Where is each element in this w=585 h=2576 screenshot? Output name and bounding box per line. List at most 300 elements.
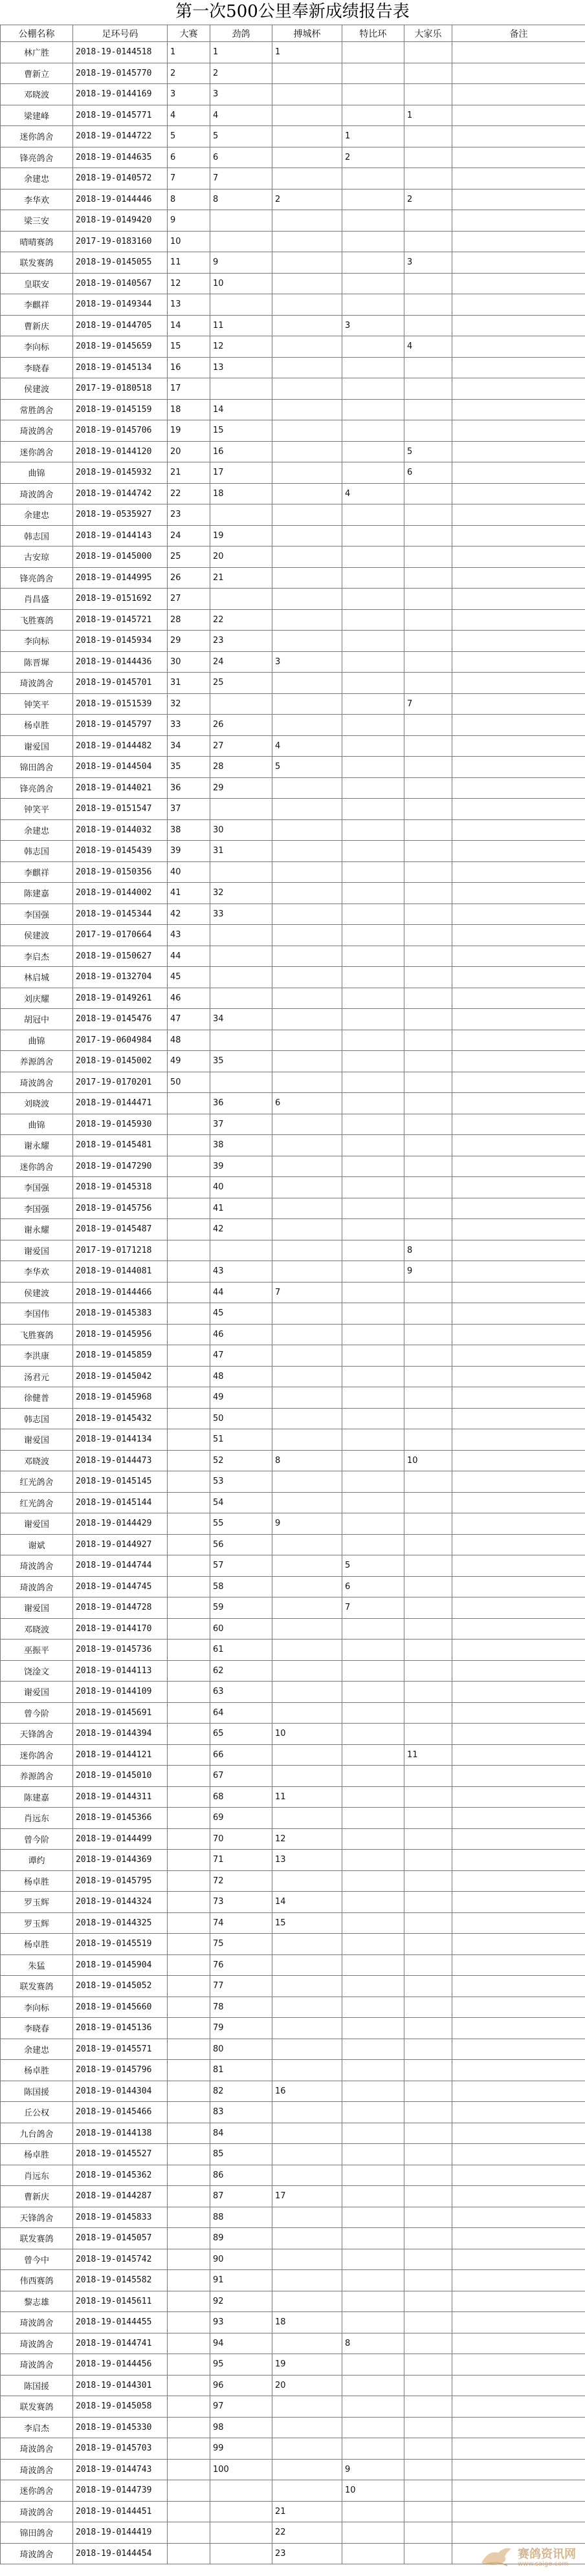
city-cup-cell <box>272 1597 342 1619</box>
grand-race-cell: 40 <box>168 861 210 883</box>
loft-name-cell: 琦波鸽舍 <box>1 2354 73 2376</box>
table-row <box>1 1808 585 1829</box>
city-cup-cell <box>272 399 342 420</box>
city-cup-cell <box>272 1219 342 1240</box>
grand-race-cell <box>168 1114 210 1135</box>
special-ring-cell <box>342 1492 404 1513</box>
strong-pigeon-cell: 74 <box>210 1912 272 1934</box>
jackpot-cell <box>404 819 452 841</box>
remarks-cell <box>452 1051 585 1072</box>
strong-pigeon-cell <box>210 2543 272 2564</box>
jackpot-cell <box>404 1912 452 1934</box>
strong-pigeon-cell: 19 <box>210 525 272 547</box>
strong-pigeon-cell <box>210 861 272 883</box>
watermark-text: 赛鸽资讯网 <box>518 2547 576 2561</box>
loft-name-cell: 锦田鸽舍 <box>1 757 73 778</box>
remarks-cell <box>452 1934 585 1955</box>
jackpot-cell <box>404 1976 452 1997</box>
grand-race-cell: 23 <box>168 504 210 526</box>
grand-race-cell <box>168 1640 210 1661</box>
special-ring-cell: 10 <box>342 2480 404 2502</box>
loft-name-cell: 韩志国 <box>1 1408 73 1429</box>
loft-name-cell: 梁三安 <box>1 210 73 232</box>
grand-race-cell <box>168 1976 210 1997</box>
loft-name-cell: 琦波鸽舍 <box>1 2543 73 2564</box>
special-ring-cell <box>342 1702 404 1724</box>
strong-pigeon-cell: 89 <box>210 2228 272 2249</box>
jackpot-cell <box>404 2480 452 2502</box>
table-row <box>1 2165 585 2186</box>
jackpot-cell <box>404 1429 452 1451</box>
remarks-cell <box>452 799 585 820</box>
grand-race-cell <box>168 2165 210 2186</box>
special-ring-cell <box>342 715 404 736</box>
remarks-cell <box>452 42 585 63</box>
remarks-cell <box>452 504 585 526</box>
table-row <box>1 1892 585 1913</box>
grand-race-cell <box>168 2207 210 2228</box>
special-ring-cell <box>342 1786 404 1808</box>
strong-pigeon-cell: 81 <box>210 2060 272 2081</box>
special-ring-cell <box>342 2186 404 2207</box>
city-cup-cell <box>272 1198 342 1219</box>
city-cup-cell <box>272 441 342 462</box>
grand-race-cell <box>168 1156 210 1177</box>
city-cup-cell <box>272 1976 342 1997</box>
remarks-cell <box>452 2186 585 2207</box>
special-ring-cell <box>342 1408 404 1429</box>
table-row <box>1 861 585 883</box>
special-ring-cell <box>342 1660 404 1682</box>
ring-number-cell: 2018-19-0145932 <box>73 462 168 484</box>
table-row <box>1 1786 585 1808</box>
city-cup-cell <box>272 336 342 358</box>
grand-race-cell <box>168 1555 210 1577</box>
loft-name-cell: 曾今阶 <box>1 1702 73 1724</box>
special-ring-cell <box>342 1303 404 1325</box>
jackpot-cell <box>404 420 452 442</box>
table-row <box>1 1640 585 1661</box>
city-cup-cell: 7 <box>272 1282 342 1303</box>
ring-number-cell: 2018-19-0145330 <box>73 2417 168 2438</box>
jackpot-cell <box>404 1870 452 1892</box>
city-cup-cell <box>272 2228 342 2249</box>
jackpot-cell: 10 <box>404 1450 452 1471</box>
grand-race-cell: 13 <box>168 294 210 316</box>
loft-name-cell: 钟笑平 <box>1 693 73 715</box>
ring-number-cell: 2018-19-0144742 <box>73 483 168 504</box>
remarks-cell <box>452 1030 585 1051</box>
loft-name-cell: 曾今阶 <box>1 1828 73 1850</box>
ring-number-cell: 2018-19-0144436 <box>73 651 168 673</box>
loft-name-cell: 琦波鸽舍 <box>1 673 73 694</box>
strong-pigeon-cell <box>210 210 272 232</box>
loft-name-cell: 琦波鸽舍 <box>1 1576 73 1597</box>
grand-race-cell: 30 <box>168 651 210 673</box>
special-ring-cell <box>342 1009 404 1030</box>
table-row <box>1 1976 585 1997</box>
grand-race-cell <box>168 2543 210 2564</box>
strong-pigeon-cell: 43 <box>210 1261 272 1283</box>
loft-name-cell: 曹新庆 <box>1 2186 73 2207</box>
strong-pigeon-cell: 51 <box>210 1429 272 1451</box>
city-cup-cell: 17 <box>272 2186 342 2207</box>
special-ring-cell <box>342 2165 404 2186</box>
table-row <box>1 1513 585 1535</box>
remarks-cell <box>452 1766 585 1787</box>
special-ring-cell <box>342 1156 404 1177</box>
jackpot-cell <box>404 2291 452 2312</box>
table-row <box>1 420 585 442</box>
special-ring-cell <box>342 2249 404 2270</box>
strong-pigeon-cell: 91 <box>210 2270 272 2291</box>
city-cup-cell <box>272 1555 342 1577</box>
remarks-cell <box>452 2081 585 2102</box>
strong-pigeon-cell: 60 <box>210 1618 272 1640</box>
ring-number-cell: 2018-19-0145659 <box>73 336 168 358</box>
city-cup-cell <box>272 105 342 126</box>
special-ring-cell <box>342 1219 404 1240</box>
loft-name-cell: 曲锦 <box>1 462 73 484</box>
grand-race-cell: 12 <box>168 273 210 294</box>
special-ring-cell <box>342 735 404 757</box>
ring-number-cell: 2018-19-0144995 <box>73 567 168 589</box>
city-cup-cell <box>272 504 342 526</box>
remarks-cell <box>452 168 585 189</box>
ring-number-cell: 2018-19-0144722 <box>73 126 168 147</box>
strong-pigeon-cell: 49 <box>210 1387 272 1409</box>
jackpot-cell <box>404 1954 452 1976</box>
grand-race-cell: 29 <box>168 631 210 652</box>
strong-pigeon-cell: 16 <box>210 441 272 462</box>
ring-number-cell: 2018-19-0140567 <box>73 273 168 294</box>
jackpot-cell <box>404 1997 452 2018</box>
table-row <box>1 2396 585 2418</box>
city-cup-cell <box>272 1387 342 1409</box>
city-cup-cell <box>272 2480 342 2502</box>
jackpot-cell <box>404 147 452 168</box>
city-cup-cell <box>272 1618 342 1640</box>
grand-race-cell: 10 <box>168 231 210 252</box>
grand-race-cell <box>168 1282 210 1303</box>
loft-name-cell: 余建忠 <box>1 2039 73 2060</box>
special-ring-cell <box>342 525 404 547</box>
remarks-cell <box>452 693 585 715</box>
table-row <box>1 105 585 126</box>
strong-pigeon-cell: 85 <box>210 2144 272 2165</box>
remarks-cell <box>452 609 585 631</box>
city-cup-cell <box>272 210 342 232</box>
jackpot-cell <box>404 547 452 568</box>
grand-race-cell <box>168 1177 210 1198</box>
loft-name-cell: 李国伟 <box>1 1303 73 1325</box>
jackpot-cell <box>404 84 452 105</box>
special-ring-cell: 5 <box>342 1555 404 1577</box>
ring-number-cell: 2018-19-0140572 <box>73 168 168 189</box>
strong-pigeon-cell: 71 <box>210 1850 272 1871</box>
strong-pigeon-cell <box>210 1240 272 1261</box>
strong-pigeon-cell: 75 <box>210 1934 272 1955</box>
ring-number-cell: 2018-19-0145660 <box>73 1997 168 2018</box>
table-row <box>1 1555 585 1577</box>
jackpot-cell <box>404 777 452 799</box>
table-row <box>1 231 585 252</box>
loft-name-cell: 陈建嘉 <box>1 883 73 904</box>
ring-number-cell: 2018-19-0144120 <box>73 441 168 462</box>
ring-number-cell: 2018-19-0144138 <box>73 2123 168 2144</box>
loft-name-cell: 天锋鸽舍 <box>1 1724 73 1745</box>
remarks-cell <box>452 2522 585 2544</box>
strong-pigeon-cell: 27 <box>210 735 272 757</box>
remarks-cell <box>452 1408 585 1429</box>
city-cup-cell: 15 <box>272 1912 342 1934</box>
table-row <box>1 2291 585 2312</box>
column-header-jackpot: 大家乐 <box>404 25 452 42</box>
special-ring-cell <box>342 1618 404 1640</box>
strong-pigeon-cell: 38 <box>210 1135 272 1156</box>
jackpot-cell <box>404 651 452 673</box>
jackpot-cell <box>404 1682 452 1703</box>
column-header-remarks: 备注 <box>452 25 585 42</box>
loft-name-cell: 锦田鸽舍 <box>1 2522 73 2544</box>
table-row <box>1 1114 585 1135</box>
ring-number-cell: 2018-19-0145703 <box>73 2438 168 2460</box>
remarks-cell <box>452 1072 585 1093</box>
table-row <box>1 1135 585 1156</box>
remarks-cell <box>452 2123 585 2144</box>
special-ring-cell <box>342 1976 404 1997</box>
grand-race-cell <box>168 2438 210 2460</box>
loft-name-cell: 红光鸽舍 <box>1 1471 73 1493</box>
table-row <box>1 757 585 778</box>
grand-race-cell: 45 <box>168 967 210 988</box>
remarks-cell <box>452 2039 585 2060</box>
table-row <box>1 273 585 294</box>
loft-name-cell: 肖远东 <box>1 1808 73 1829</box>
special-ring-cell <box>342 904 404 925</box>
loft-name-cell: 锋亮鸽舍 <box>1 147 73 168</box>
table-row <box>1 547 585 568</box>
strong-pigeon-cell: 30 <box>210 819 272 841</box>
grand-race-cell: 47 <box>168 1009 210 1030</box>
strong-pigeon-cell: 11 <box>210 315 272 336</box>
table-row <box>1 2249 585 2270</box>
loft-name-cell: 邓晓波 <box>1 1618 73 1640</box>
grand-race-cell <box>168 1618 210 1640</box>
strong-pigeon-cell: 22 <box>210 609 272 631</box>
city-cup-cell <box>272 1408 342 1429</box>
jackpot-cell <box>404 735 452 757</box>
ring-number-cell: 2018-19-0145344 <box>73 904 168 925</box>
jackpot-cell <box>404 2144 452 2165</box>
jackpot-cell <box>404 861 452 883</box>
grand-race-cell <box>168 2312 210 2333</box>
city-cup-cell <box>272 1934 342 1955</box>
loft-name-cell: 飞胜赛鸽 <box>1 609 73 631</box>
ring-number-cell: 2018-19-0145000 <box>73 547 168 568</box>
ring-number-cell: 2017-19-0180518 <box>73 378 168 400</box>
remarks-cell <box>452 1387 585 1409</box>
table-row <box>1 126 585 147</box>
special-ring-cell <box>342 1366 404 1387</box>
grand-race-cell: 26 <box>168 567 210 589</box>
grand-race-cell <box>168 1198 210 1219</box>
table-row <box>1 42 585 63</box>
city-cup-cell <box>272 1366 342 1387</box>
grand-race-cell <box>168 2228 210 2249</box>
grand-race-cell: 5 <box>168 126 210 147</box>
special-ring-cell <box>342 1282 404 1303</box>
grand-race-cell: 17 <box>168 378 210 400</box>
remarks-cell <box>452 126 585 147</box>
remarks-cell <box>452 315 585 336</box>
city-cup-cell <box>272 1261 342 1283</box>
special-ring-cell <box>342 1534 404 1555</box>
special-ring-cell <box>342 1093 404 1114</box>
grand-race-cell <box>168 2396 210 2418</box>
special-ring-cell <box>342 609 404 631</box>
special-ring-cell <box>342 2438 404 2460</box>
table-row <box>1 1492 585 1513</box>
city-cup-cell <box>272 819 342 841</box>
strong-pigeon-cell: 48 <box>210 1366 272 1387</box>
grand-race-cell: 20 <box>168 441 210 462</box>
jackpot-cell <box>404 378 452 400</box>
special-ring-cell <box>342 2123 404 2144</box>
grand-race-cell <box>168 2018 210 2039</box>
remarks-cell <box>452 547 585 568</box>
grand-race-cell: 6 <box>168 147 210 168</box>
ring-number-cell: 2018-19-0144482 <box>73 735 168 757</box>
jackpot-cell <box>404 1660 452 1682</box>
grand-race-cell <box>168 2270 210 2291</box>
jackpot-cell <box>404 1177 452 1198</box>
strong-pigeon-cell: 54 <box>210 1492 272 1513</box>
city-cup-cell <box>272 1640 342 1661</box>
special-ring-cell <box>342 2270 404 2291</box>
special-ring-cell <box>342 1828 404 1850</box>
grand-race-cell <box>168 1850 210 1871</box>
strong-pigeon-cell: 17 <box>210 462 272 484</box>
loft-name-cell: 曹新立 <box>1 63 73 84</box>
loft-name-cell: 琦波鸽舍 <box>1 1555 73 1577</box>
grand-race-cell <box>168 2480 210 2502</box>
strong-pigeon-cell: 79 <box>210 2018 272 2039</box>
table-row <box>1 1576 585 1597</box>
ring-number-cell: 2018-19-0145476 <box>73 1009 168 1030</box>
grand-race-cell <box>168 1934 210 1955</box>
strong-pigeon-cell: 5 <box>210 126 272 147</box>
city-cup-cell <box>272 841 342 862</box>
ring-number-cell: 2018-19-0151692 <box>73 589 168 610</box>
strong-pigeon-cell: 94 <box>210 2333 272 2354</box>
loft-name-cell: 联发赛鸽 <box>1 2396 73 2418</box>
strong-pigeon-cell <box>210 988 272 1009</box>
remarks-cell <box>452 2165 585 2186</box>
loft-name-cell: 曲锦 <box>1 1030 73 1051</box>
jackpot-cell <box>404 1282 452 1303</box>
table-row <box>1 967 585 988</box>
remarks-cell <box>452 1576 585 1597</box>
city-cup-cell: 21 <box>272 2501 342 2522</box>
ring-number-cell: 2018-19-0145136 <box>73 2018 168 2039</box>
remarks-cell <box>452 1093 585 1114</box>
jackpot-cell <box>404 315 452 336</box>
special-ring-cell <box>342 841 404 862</box>
strong-pigeon-cell <box>210 378 272 400</box>
jackpot-cell <box>404 1850 452 1871</box>
jackpot-cell <box>404 1808 452 1829</box>
loft-name-cell: 徐健普 <box>1 1387 73 1409</box>
grand-race-cell <box>168 2060 210 2081</box>
grand-race-cell <box>168 1808 210 1829</box>
loft-name-cell: 巫振平 <box>1 1640 73 1661</box>
grand-race-cell <box>168 1261 210 1283</box>
remarks-cell <box>452 777 585 799</box>
table-row <box>1 651 585 673</box>
special-ring-cell: 2 <box>342 147 404 168</box>
remarks-cell <box>452 2291 585 2312</box>
grand-race-cell <box>168 2333 210 2354</box>
jackpot-cell <box>404 2354 452 2376</box>
special-ring-cell <box>342 883 404 904</box>
table-row <box>1 2207 585 2228</box>
strong-pigeon-cell <box>210 589 272 610</box>
city-cup-cell: 4 <box>272 735 342 757</box>
loft-name-cell: 谢爱国 <box>1 1240 73 1261</box>
grand-race-cell: 7 <box>168 168 210 189</box>
table-row <box>1 1450 585 1471</box>
results-table <box>0 25 585 2564</box>
strong-pigeon-cell: 87 <box>210 2186 272 2207</box>
grand-race-cell <box>168 1576 210 1597</box>
strong-pigeon-cell: 58 <box>210 1576 272 1597</box>
special-ring-cell <box>342 2144 404 2165</box>
grand-race-cell <box>168 1303 210 1325</box>
jackpot-cell <box>404 168 452 189</box>
jackpot-cell <box>404 294 452 316</box>
table-row <box>1 462 585 484</box>
remarks-cell <box>452 1009 585 1030</box>
strong-pigeon-cell: 44 <box>210 1282 272 1303</box>
loft-name-cell: 九台鸽舍 <box>1 2123 73 2144</box>
ring-number-cell: 2018-19-0144446 <box>73 189 168 210</box>
table-row <box>1 735 585 757</box>
ring-number-cell: 2018-19-0145145 <box>73 1471 168 1493</box>
special-ring-cell <box>342 925 404 946</box>
table-row <box>1 693 585 715</box>
loft-name-cell: 联发赛鸽 <box>1 1976 73 1997</box>
special-ring-cell <box>342 589 404 610</box>
loft-name-cell: 李启杰 <box>1 2417 73 2438</box>
ring-number-cell: 2018-19-0144705 <box>73 315 168 336</box>
special-ring-cell <box>342 1808 404 1829</box>
loft-name-cell: 谢斌 <box>1 1534 73 1555</box>
ring-number-cell: 2018-19-0144741 <box>73 2333 168 2354</box>
grand-race-cell: 14 <box>168 315 210 336</box>
ring-number-cell: 2018-19-0145797 <box>73 715 168 736</box>
grand-race-cell <box>168 1135 210 1156</box>
special-ring-cell <box>342 2312 404 2333</box>
strong-pigeon-cell: 68 <box>210 1786 272 1808</box>
table-row <box>1 1366 585 1387</box>
remarks-cell <box>452 189 585 210</box>
jackpot-cell <box>404 1576 452 1597</box>
table-row <box>1 315 585 336</box>
jackpot-cell <box>404 210 452 232</box>
ring-number-cell: 2017-19-0170201 <box>73 1072 168 1093</box>
ring-number-cell: 2018-19-0144301 <box>73 2375 168 2396</box>
